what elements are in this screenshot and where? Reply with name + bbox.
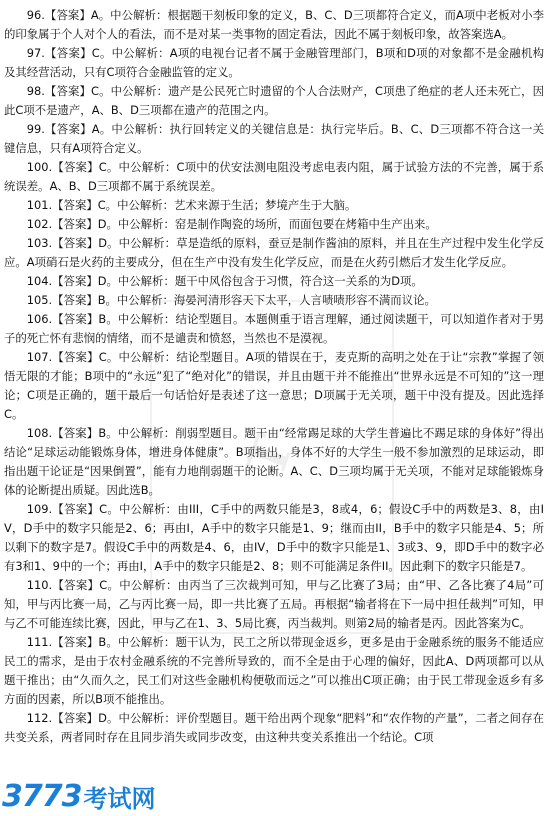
answer-entry-111: 111.【答案】B。中公解析：题干认为，民工之所以带现金返乡，更多是由于金融系统的服务不能适应民工的需求，是由于农村金融系统的不完善所导致的，而不全是由于心理的偏好，因此A、D两项都可以从题干推出；由“久而久之，民工们对这些金融机构便敬而远之”可以推出C项正确；由于民工带现金返乡有多方面的因素，所以B项不能推出。 [4, 635, 544, 706]
answer-entry-104: 104.【答案】D。中公解析：题干中风俗包含于习惯，符合这一关系的为D项。 [26, 274, 423, 288]
answer-entry-99: 99.【答案】A。中公解析：执行回转定义的关键信息是：执行完毕后。B、C、D三项都不符合这一关键信息，只有A项符合定义。 [4, 122, 544, 155]
site-logo [2, 776, 182, 816]
answer-entry-105: 105.【答案】B。中公解析：海晏河清形容天下太平，人言啧啧形容不满而议论。 [26, 293, 436, 307]
answer-entry-108: 108.【答案】B。中公解析：削弱型题目。题干由“经常踢足球的大学生普遍比不踢足球的身体好”得出结论“足球运动能锻炼身体，增进身体健康”。B项指出，身体不好的大学生一般不参加激烈的足球运动，即指出题干论证是“因果倒置”，能有力地削弱题干的论断。A、C、D三项均属于无关项，不能对足球能锻炼身体的论断提出质疑。因此选B。 [4, 426, 544, 497]
answer-entry-97: 97.【答案】C。中公解析：A项的电视台记者不属于金融管理部门，B项和D项的对象都不是金融机构及其经营活动，只有C项符合金融监管的定义。 [4, 46, 544, 79]
answer-entry-98: 98.【答案】C。中公解析：遗产是公民死亡时遗留的个人合法财产，C项患了绝症的老人还未死亡，因此C项不是遗产，A、B、D三项都在遗产的范围之内。 [4, 84, 544, 117]
answer-entry-101: 101.【答案】C。中公解析：艺术来源于生活；梦境产生于大脑。 [26, 198, 357, 212]
logo-mark: 3773 [2, 778, 82, 814]
answer-entry-107: 107.【答案】C。中公解析：结论型题目。A项的错误在于，麦克斯的高明之处在于让“宗教”掌握了领悟无限的才能；B项中的“永远”犯了“绝对化”的错误，并且由题干并不能推出“世界永远是不可知的”这一理论；C项是正确的，题干最后一句话恰好是表述了这一意思；D项属于无关项，题干中没有提及。因此选择C。 [4, 350, 544, 421]
answer-entry-109: 109.【答案】C。中公解析：由III，C手中的两数只能是3，8或4，6；假设C手中的两数是3、8，由IV，D手中的数字只能是2、6；再由I，A手中的数字只能是1、9；继而由II，B手中的数字只能是4、5；所以剩下的数字是7。假设C手中的两数是4、6，由IV，D手中的数字只能是1、3或3、9，即D手中的数字必有3和1、9中的一个；再由I，A手中的数字只能是2、8；则不可能满足条件II。因此剩下的数字只能是7。 [4, 502, 544, 573]
answer-entry-102: 102.【答案】D。中公解析：窑是制作陶瓷的场所，而面包要在烤箱中生产出来。 [26, 217, 437, 231]
logo-text: 考试网 [83, 784, 156, 813]
answer-entry-106: 106.【答案】B。中公解析：结论型题目。本题侧重于语言理解，通过阅读题干，可以知道作者对于男子的死亡怀有悲悯的情绪，而不是谴责和愤怒，当然也不是漠视。 [4, 312, 544, 345]
answer-entry-112: 112.【答案】D。中公解析：评价型题目。题干给出两个现象“肥料”和“农作物的产量”，二者之间存在共变关系，两者同时存在且同步消失或同步改变，由这种共变关系推出一个结论。C项 [4, 711, 544, 744]
answer-entry-96: 96.【答案】A。中公解析：根据题干刻板印象的定义，B、C、D三项都符合定义，而A项中老板对小李的印象属于个人对个人的看法，而不是对某一类事物的固定看法，因此不属于刻板印象，故答案选A。 [4, 8, 544, 41]
answer-entry-103: 103.【答案】D。中公解析：草是造纸的原料，蚕豆是制作酱油的原料，并且在生产过程中发生化学反应。A项硝石是火药的主要成分，但在生产中没有发生化学反应，而是在火药引燃后才发生化学反应。 [4, 236, 544, 269]
answer-entry-110: 110.【答案】C。中公解析：由丙当了三次裁判可知，甲与乙比赛了3局；由“甲、乙各比赛了4局”可知，甲与丙比赛一局，乙与丙比赛一局，即一共比赛了五局。再根据“输者将在下一局中担任裁判”可知，甲与乙不可能连续比赛，因此，甲与乙在1、3、5局比赛，丙当裁判。则第2局的输者是丙。因此答案为C。 [4, 578, 544, 630]
answer-entry-100: 100.【答案】C。中公解析：C项中的伏安法测电阻没考虑电表内阻，属于试验方法的不完善，属于系统误差。A、B、D三项都不属于系统误差。 [4, 160, 544, 193]
watermark-text: T [235, 420, 309, 485]
